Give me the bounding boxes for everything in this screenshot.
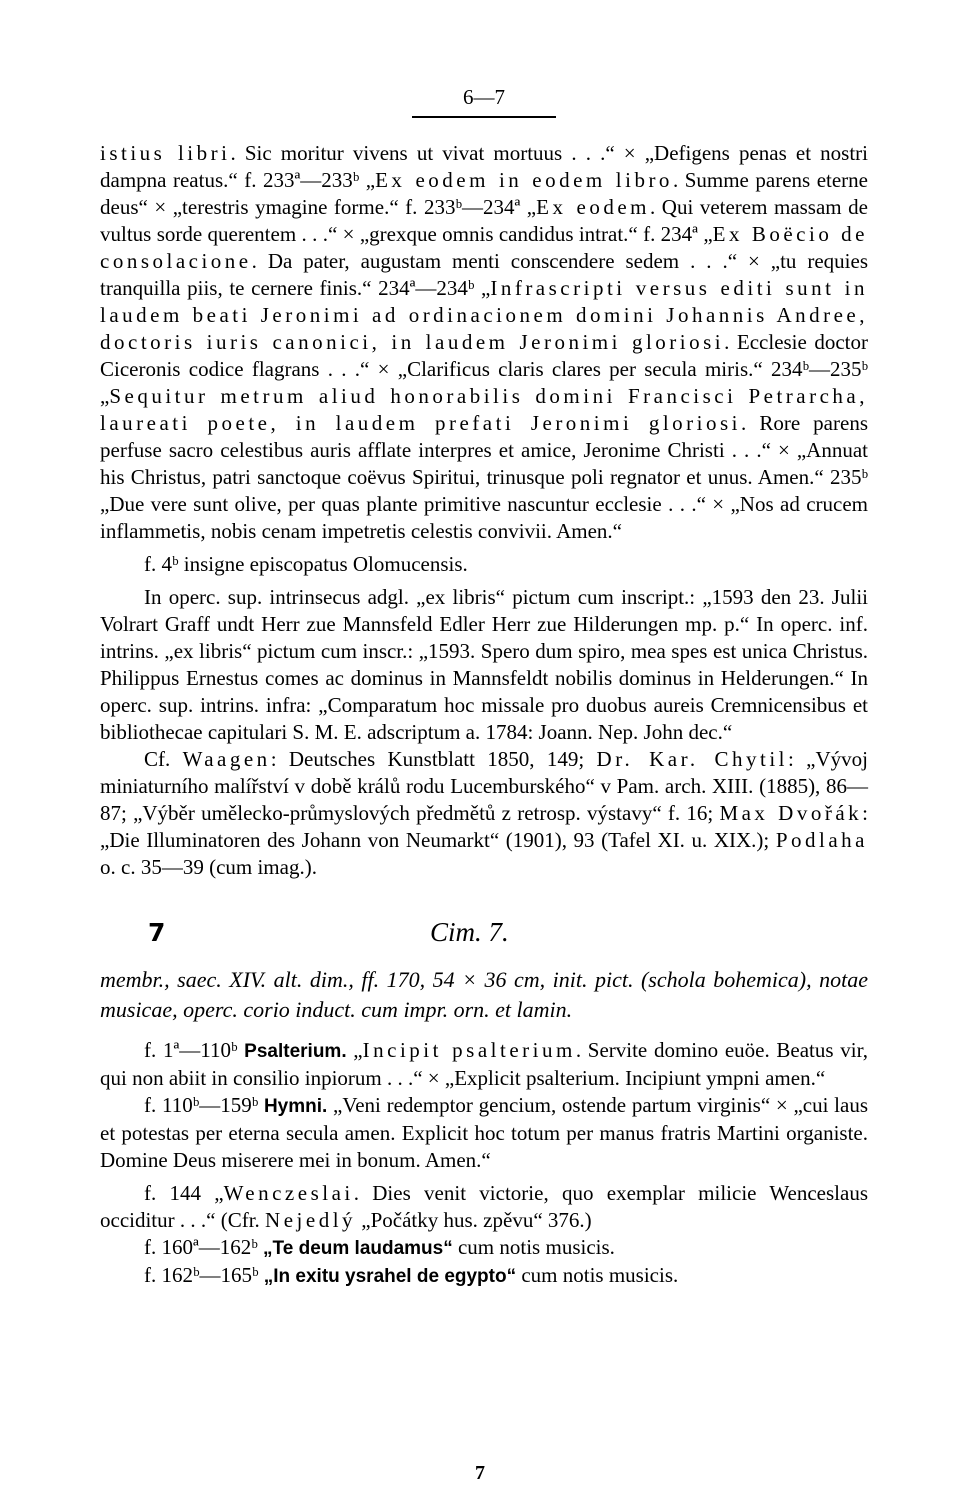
text-run: Cf. [144,747,183,771]
running-head: 6—7 [463,85,505,109]
text-run: . Da pater, augustam menti conscendere sedem . . .“ × „tu requies tranquilla piis, te cernere finis.“ 234ª—234ᵇ „ [100,249,868,300]
text-run: : „Die Illuminatoren des Johann von Neumarkt“ (1901), 93 (Tafel XI. u. XIX.); [100,801,868,852]
text-run: . Servite domino euöe. Beatus vir, qui non abiit in consilio inpiorum . . .“ × „Explicit psalterium. Incipiunt ympni amen.“ [100,1038,869,1090]
text-run: „Veni redemptor gencium, ostende partum virginis“ × „cui laus et potestas per eterna secula amen. Explicit hoc totum per manus fratris Martini organiste. Domine Deus miserere mei in bonum. Amen.“ [100,1093,869,1172]
bold-heading: „In exitu ysrahel de egypto“ [263,1266,517,1287]
bold-heading: Psalterium. [244,1041,347,1062]
bibliography-paragraph [100,746,868,881]
catalog-paragraph [100,584,868,746]
entry-number: 7 [148,918,166,947]
text-run: : Deutsches Kunstblatt 1850, 149; [270,747,597,771]
text-run: cum notis musicis. [516,1263,679,1287]
text-run: „Počátky hus. zpěvu“ 376.) [356,1208,592,1232]
catalog-paragraph [100,1092,868,1174]
text-run: : „Vývoj miniaturního malířství v době králů rodu Lucemburského“ v Pam. arch. XIII. (1885), 86—87; „Výběr umělecko-průmyslových předmětů z retrosp. výstavy“ f. 16; [100,747,868,825]
text-run: . Sic moritur vivens ut vivat mortuus . . .“ × „Defigens penas et nostri dampna reatus.“ f. 233ª—233ᵇ „ [100,141,868,192]
text-run: f. 162ᵇ—165ᵇ [144,1263,264,1287]
text-run: . Ecclesie doctor Ciceronis codice flagrans . . .“ × „Clarificus claris clares per secula miris.“ 234ᵇ—235ᵇ „ [100,330,868,408]
text-run: f. 4ᵇ insigne episcopatus Olomucensis. [144,552,468,576]
spaced-text: istius libri [100,141,231,165]
spaced-text: Podlaha [775,828,868,852]
text-run: . Summe parens eterne deus“ × „terestris ymagine forme.“ f. 233ᵇ—234ª „ [100,168,868,219]
text-run: cum notis musicis. [452,1235,615,1259]
text-run: f. 144 „ [144,1181,224,1205]
catalog-paragraph [100,551,868,578]
spaced-text: Dr. Kar. Chytil [596,747,789,771]
spaced-text: Ex eodem in eodem libro [375,168,673,192]
spaced-text: Incipit psalterium [362,1038,576,1062]
entry-description: membr., saec. XIV. alt. dim., ff. 170, 54 × 36 cm, init. pict. (schola bohemica), notae musicae, operc. corio induct. cum impr. orn. et lamin. [100,967,868,1022]
page-number: 7 [475,1462,485,1484]
entry-header [100,919,868,959]
catalog-paragraph [100,1262,868,1290]
bold-heading: Hymni. [263,1096,328,1117]
spaced-text: Nejedlý [265,1208,357,1232]
catalog-paragraph [100,140,868,545]
catalog-paragraph [100,1234,868,1262]
text-run: f. 110ᵇ—159ᵇ [144,1093,264,1117]
spaced-text: Ex Boëcio de consolacione [100,222,868,273]
text-run: „ [346,1038,363,1062]
bold-heading: „Te deum laudamus“ [263,1238,453,1259]
spaced-text: Sequitur metrum aliud honorabilis domini Francisci Petrarcha, laureati poete, in laudem prefati Jeronimi gloriosi [100,384,868,435]
text-run: f. 160ª—162ᵇ [144,1235,264,1259]
spaced-text: Waagen [182,747,271,771]
catalog-paragraph [100,1180,868,1234]
text-run: o. c. 35—39 (cum imag.). [100,855,317,879]
spaced-text: Ex eodem [536,195,650,219]
spaced-text: Infrascripti versus editi sunt in laudem beati Jeronimi ad ordinacionem domini Johannis Andree, doctoris iuris canonici, in laudem Jeronimi gloriosi [100,276,868,354]
page-body [100,84,868,1290]
entry-signature: Cim. 7. [430,917,509,947]
text-run: . Dies venit victorie, quo exemplar milicie Wenceslaus occiditur . . .“ (Cfr. [100,1181,868,1232]
text-run: In operc. sup. intrinsecus adgl. „ex libris“ pictum cum inscript.: „1593 den 23. Julii Volrart Graff undt Herr zue Mannsfeld Edler Herr zue Hilderungen mp. p.“ In operc. inf. intrins. „ex libris“ pictum cum inscr.: „1593. Spero dum spiro, mea spes est unica Christus. Philippus Ernestus comes ac dominus in Mannsfeldt nobilis dominus in Helderungen.“ In operc. sup. intrins. infra: „Comparatum hoc missale pro duobus aureis Cremnicensibus et bibliothecae capitulari S. M. E. adscriptum a. 1784: Joann. Nep. John dec.“ [100,585,868,744]
text-run: f. 1ª—110ᵇ [144,1038,245,1062]
spaced-text: Max Dvořák [719,801,863,825]
text-run: . Qui veterem massam de vultus sorde querentem . . .“ × „grexque omnis candidus intrat.“ f. 234ª „ [100,195,868,246]
spaced-text: Wenczeslai [223,1181,354,1205]
text-run: . Rore parens perfuse sacro celestibus auris afflate interpres et amice, Jeronime Christi . . .“ × „Annuat his Christus, patri sanctoque coëvus Spiritui, trinusque poli regnator et unus. Amen.“ 235ᵇ „Due vere sunt olive, per quas plante primitive nascuntur ecclesie . . .“ × „Nos ad crucem inflammetis, nobis cenam impetretis celestis convivii. Amen.“ [100,411,868,543]
catalog-paragraph [100,1037,868,1092]
running-head-rule [412,116,556,118]
